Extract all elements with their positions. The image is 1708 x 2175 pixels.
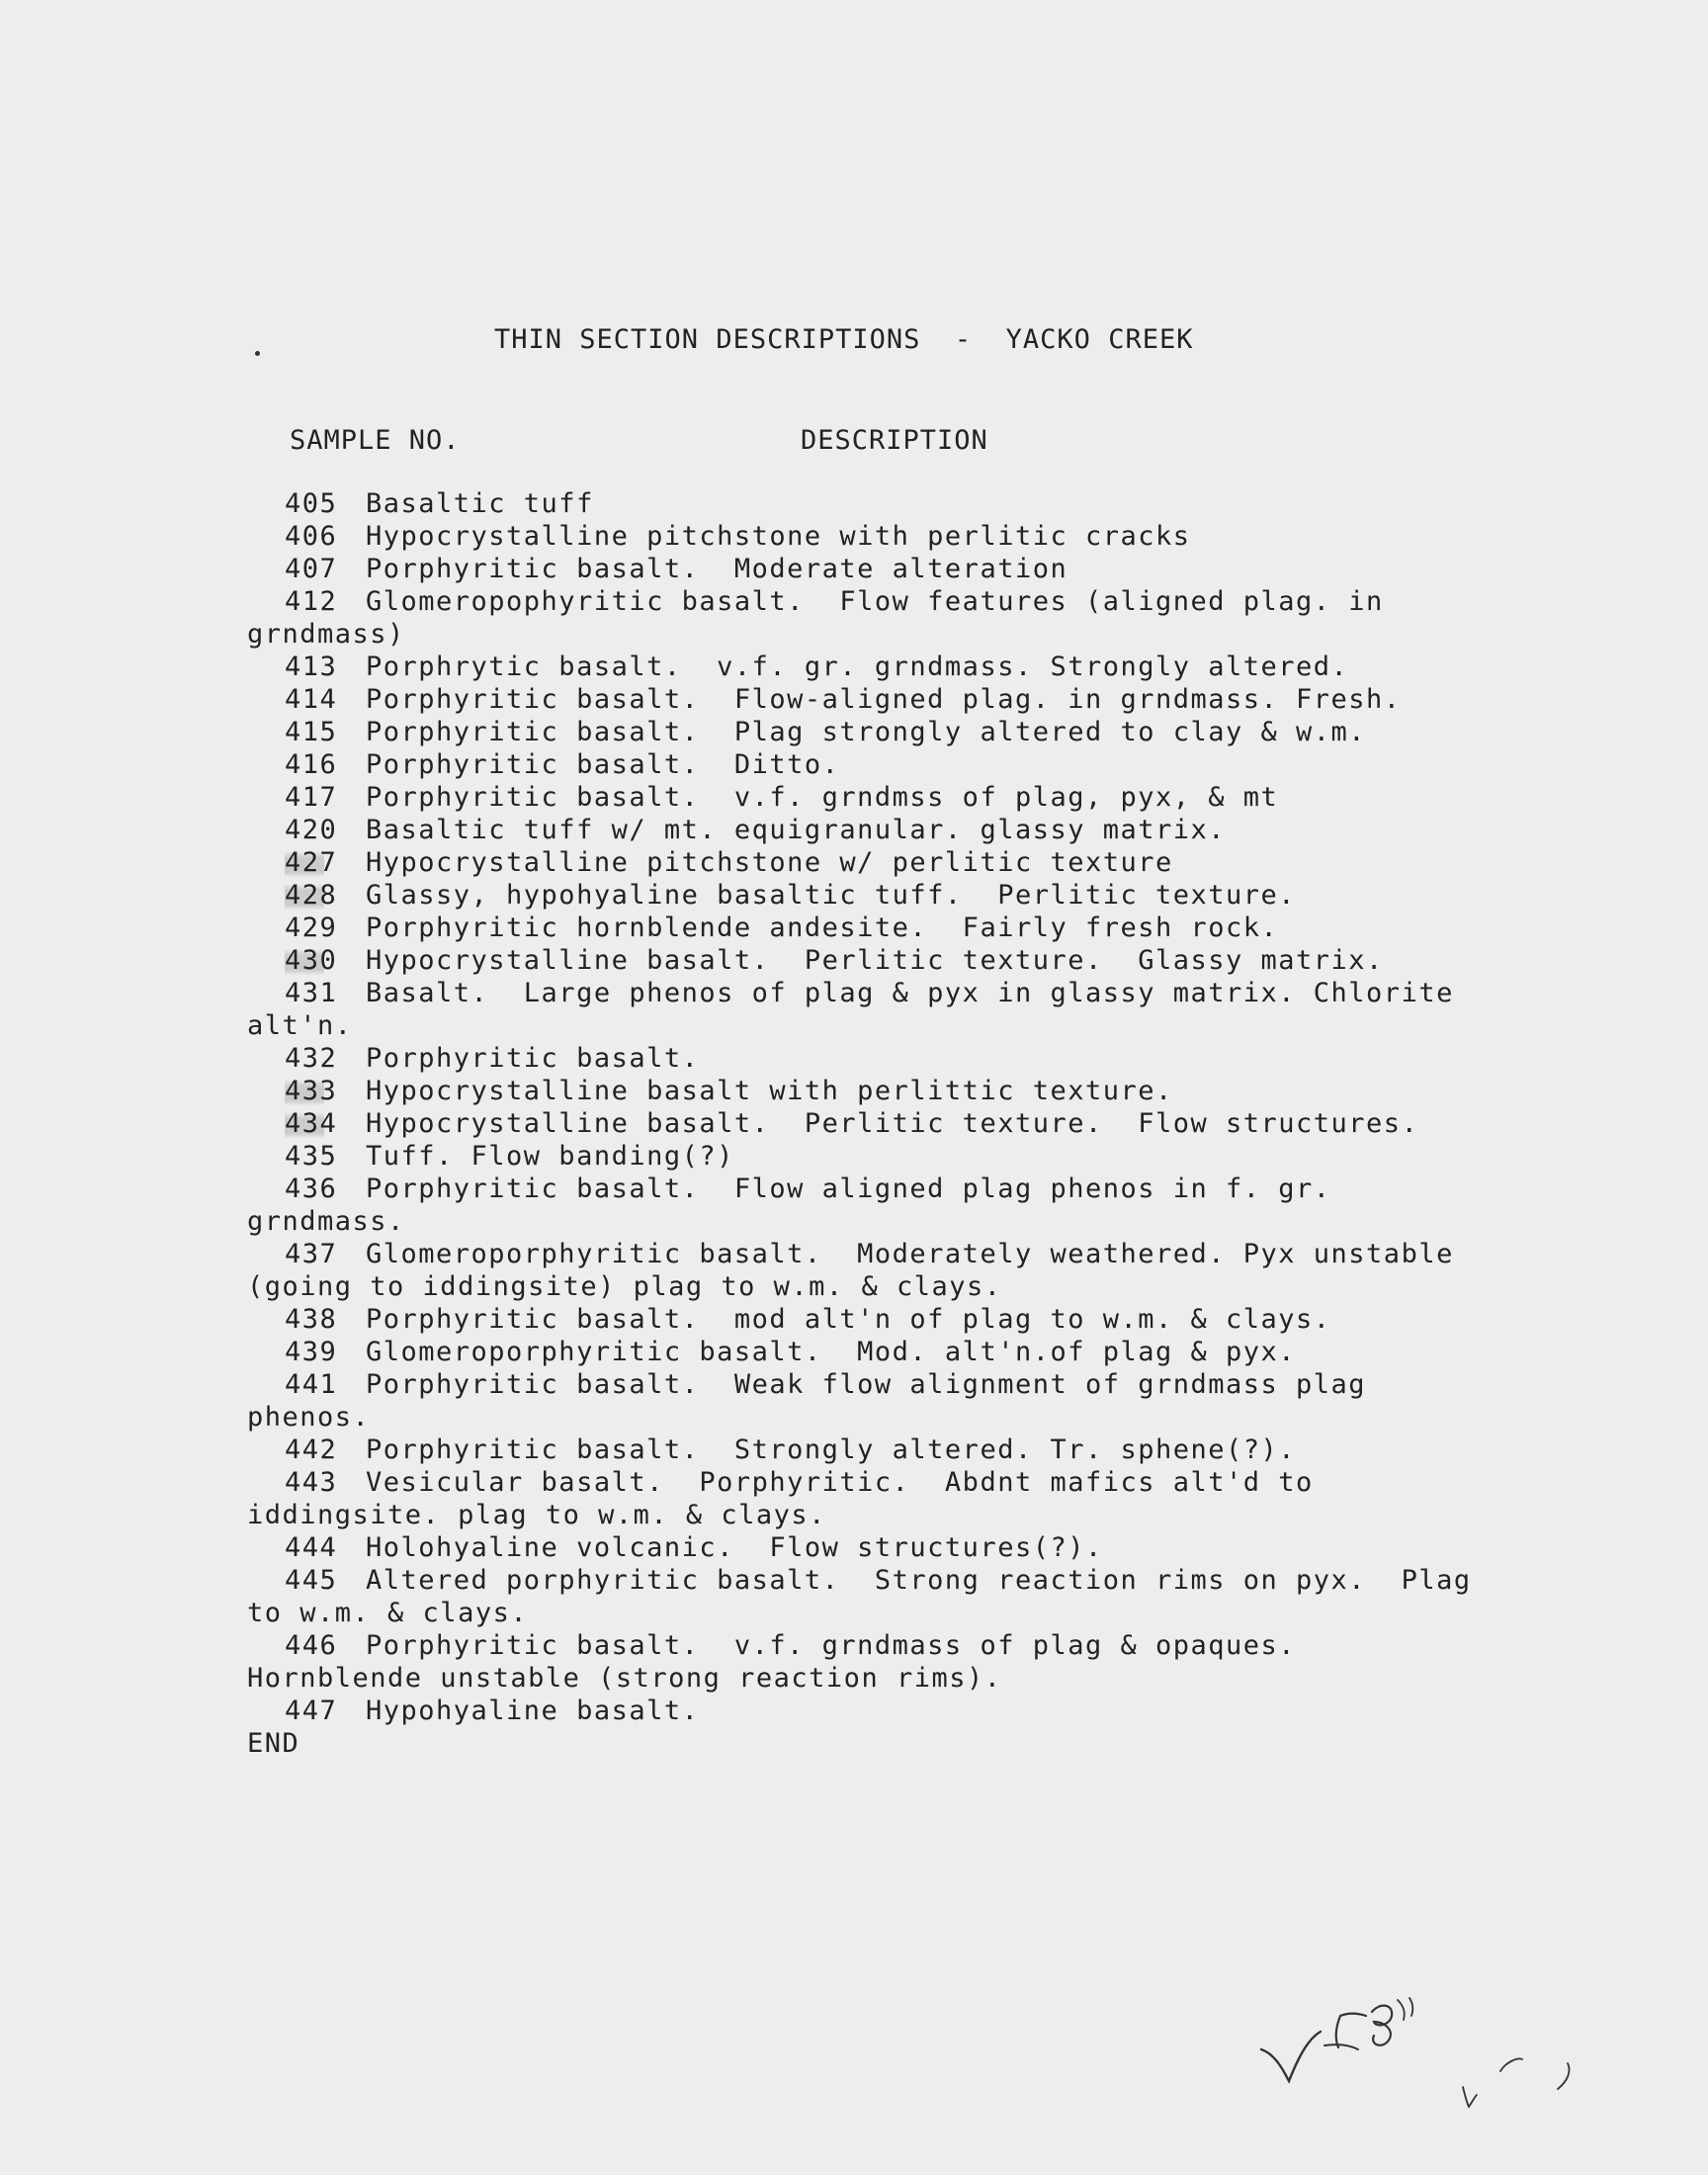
sample-entry xyxy=(247,1075,1483,1107)
sample-number: 406 xyxy=(285,521,338,552)
entry-first-line xyxy=(247,1434,1483,1466)
sample-description: Porphrytic basalt. v.f. gr. grndmass. Strongly altered. xyxy=(366,652,1349,682)
entry-first-line xyxy=(247,1303,1483,1336)
sample-number: 417 xyxy=(285,782,338,813)
sample-description: Porphyritic basalt. Weak flow alignment of grndmass plag xyxy=(366,1369,1367,1400)
sample-number: 405 xyxy=(285,488,338,519)
page-title: THIN SECTION DESCRIPTIONS - YACKO CREEK xyxy=(494,324,1194,355)
sample-description: Porphyritic basalt. xyxy=(366,1043,700,1074)
sample-number: 431 xyxy=(285,978,338,1008)
sample-description: Hypohyaline basalt. xyxy=(366,1696,700,1726)
sample-list xyxy=(247,487,1483,1760)
sample-number: 430 xyxy=(285,945,338,976)
sample-entry xyxy=(247,1238,1483,1303)
entry-first-line xyxy=(247,1695,1483,1727)
entry-first-line xyxy=(247,1042,1483,1075)
entry-first-line xyxy=(247,520,1483,553)
sample-description: Hypocrystalline basalt. Perlitic texture. Flow structures. xyxy=(366,1108,1419,1139)
sample-number: 437 xyxy=(285,1239,338,1269)
sample-entry xyxy=(247,651,1483,683)
sample-entry xyxy=(247,814,1483,846)
entry-first-line xyxy=(247,1173,1483,1205)
sample-number: 445 xyxy=(285,1565,338,1596)
sample-description: Porphyritic basalt. mod alt'n of plag to w.m. & clays. xyxy=(366,1304,1331,1335)
entry-first-line xyxy=(247,716,1483,748)
sample-entry xyxy=(247,781,1483,814)
sample-entry xyxy=(247,1107,1483,1140)
entry-first-line xyxy=(247,748,1483,781)
entry-first-line xyxy=(247,1564,1483,1597)
sample-description: Porphyritic basalt. Flow-aligned plag. in grndmass. Fresh. xyxy=(366,684,1402,715)
sample-entry xyxy=(247,716,1483,748)
entry-first-line xyxy=(247,683,1483,716)
sample-description-continued: iddingsite. plag to w.m. & clays. xyxy=(247,1500,826,1530)
sample-description: Porphyritic basalt. Strongly altered. Tr. sphene(?). xyxy=(366,1435,1297,1465)
sample-entry xyxy=(247,1629,1483,1695)
sample-description: Basaltic tuff w/ mt. equigranular. glassy matrix. xyxy=(366,815,1227,845)
entry-first-line xyxy=(247,814,1483,846)
sample-entry xyxy=(247,487,1483,520)
entry-first-line xyxy=(247,781,1483,814)
sample-number: 435 xyxy=(285,1141,338,1172)
sample-description-continued: grndmass) xyxy=(247,619,405,650)
sample-entry xyxy=(247,520,1483,553)
sample-description: Glomeropophyritic basalt. Flow features (aligned plag. in xyxy=(366,586,1384,617)
sample-entry xyxy=(247,912,1483,944)
sample-number: 446 xyxy=(285,1630,338,1661)
sample-entry xyxy=(247,1368,1483,1434)
sample-description-continued: Hornblende unstable (strong reaction rims). xyxy=(247,1663,1002,1694)
sample-entry xyxy=(247,1466,1483,1531)
entry-first-line xyxy=(247,1466,1483,1499)
sample-entry xyxy=(247,748,1483,781)
sample-description: Vesicular basalt. Porphyritic. Abdnt mafics alt'd to xyxy=(366,1467,1314,1498)
entry-first-line xyxy=(247,846,1483,879)
entry-first-line xyxy=(247,651,1483,683)
sample-description-continued: (going to iddingsite) plag to w.m. & clays. xyxy=(247,1271,1002,1302)
sample-description-continued: alt'n. xyxy=(247,1010,353,1041)
entry-first-line xyxy=(247,1629,1483,1662)
sample-number: 432 xyxy=(285,1043,338,1074)
entry-first-line xyxy=(247,1368,1483,1401)
sample-number: 433 xyxy=(285,1076,338,1106)
sample-description: Hypocrystalline pitchstone w/ perlitic texture xyxy=(366,847,1173,878)
sample-description: Porphyritic hornblende andesite. Fairly fresh rock. xyxy=(366,913,1279,943)
sample-entry xyxy=(247,1336,1483,1368)
sample-entry xyxy=(247,1173,1483,1238)
entry-first-line xyxy=(247,1107,1483,1140)
sample-number: 412 xyxy=(285,586,338,617)
sample-description: Basalt. Large phenos of plag & pyx in glassy matrix. Chlorite xyxy=(366,978,1454,1008)
sample-number: 414 xyxy=(285,684,338,715)
sample-entry xyxy=(247,977,1483,1042)
sample-description: Altered porphyritic basalt. Strong reaction rims on pyx. Plag xyxy=(366,1565,1472,1596)
sample-description: Hypocrystalline basalt. Perlitic texture. Glassy matrix. xyxy=(366,945,1384,976)
sample-entry xyxy=(247,1434,1483,1466)
sample-description: Glomeroporphyritic basalt. Moderately weathered. Pyx unstable xyxy=(366,1239,1454,1269)
sample-number: 434 xyxy=(285,1108,338,1139)
sample-number: 413 xyxy=(285,652,338,682)
entry-first-line xyxy=(247,1336,1483,1368)
sample-entry xyxy=(247,1564,1483,1629)
sample-number: 429 xyxy=(285,913,338,943)
sample-number: 441 xyxy=(285,1369,338,1400)
entry-first-line xyxy=(247,1075,1483,1107)
sample-entry xyxy=(247,1042,1483,1075)
sample-entry xyxy=(247,683,1483,716)
sample-description-continued: grndmass. xyxy=(247,1206,405,1237)
sample-entry xyxy=(247,879,1483,912)
entry-first-line xyxy=(247,1238,1483,1270)
entry-first-line xyxy=(247,879,1483,912)
sample-number: 420 xyxy=(285,815,338,845)
sample-description: Porphyritic basalt. Plag strongly altered to clay & w.m. xyxy=(366,717,1367,747)
sample-number: 428 xyxy=(285,880,338,911)
sample-number: 427 xyxy=(285,847,338,878)
sample-description-continued: phenos. xyxy=(247,1402,371,1433)
entry-first-line xyxy=(247,585,1483,618)
handwritten-initials xyxy=(1255,1992,1591,2111)
entry-first-line xyxy=(247,1531,1483,1564)
sample-number: 436 xyxy=(285,1174,338,1204)
sample-description: Holohyaline volcanic. Flow structures(?). xyxy=(366,1532,1103,1563)
sample-number: 439 xyxy=(285,1337,338,1367)
sample-number: 438 xyxy=(285,1304,338,1335)
sample-number: 407 xyxy=(285,554,338,584)
sample-description: Porphyritic basalt. Ditto. xyxy=(366,749,840,780)
end-marker: END xyxy=(247,1728,300,1759)
entry-first-line xyxy=(247,944,1483,977)
sample-description: Tuff. Flow banding(?) xyxy=(366,1141,734,1172)
sample-description: Glomeroporphyritic basalt. Mod. alt'n.of plag & pyx. xyxy=(366,1337,1297,1367)
sample-entry xyxy=(247,553,1483,585)
entry-first-line xyxy=(247,487,1483,520)
sample-description: Porphyritic basalt. Flow aligned plag phenos in f. gr. xyxy=(366,1174,1331,1204)
sample-entry xyxy=(247,1303,1483,1336)
sample-no-header: SAMPLE NO. xyxy=(290,425,461,456)
sample-description-continued: to w.m. & clays. xyxy=(247,1598,529,1628)
entry-first-line xyxy=(247,977,1483,1009)
sample-entry xyxy=(247,944,1483,977)
sample-number: 443 xyxy=(285,1467,338,1498)
sample-description: Basaltic tuff xyxy=(366,488,594,519)
stray-mark xyxy=(255,351,260,356)
sample-number: 444 xyxy=(285,1532,338,1563)
sample-entry xyxy=(247,1695,1483,1727)
sample-entry xyxy=(247,585,1483,651)
entry-first-line xyxy=(247,912,1483,944)
sample-description: Hypocrystalline basalt with perlittic texture. xyxy=(366,1076,1173,1106)
sample-description: Glassy, hypohyaline basaltic tuff. Perlitic texture. xyxy=(366,880,1297,911)
sample-description: Porphyritic basalt. v.f. grndmss of plag, pyx, & mt xyxy=(366,782,1279,813)
sample-description: Porphyritic basalt. v.f. grndmass of plag & opaques. xyxy=(366,1630,1297,1661)
description-header: DESCRIPTION xyxy=(801,425,988,456)
sample-entry xyxy=(247,1531,1483,1564)
entry-first-line xyxy=(247,1140,1483,1173)
sample-number: 442 xyxy=(285,1435,338,1465)
sample-number: 416 xyxy=(285,749,338,780)
sample-number: 447 xyxy=(285,1696,338,1726)
entry-first-line xyxy=(247,553,1483,585)
sample-entry xyxy=(247,1140,1483,1173)
sample-description: Hypocrystalline pitchstone with perlitic cracks xyxy=(366,521,1191,552)
sample-description: Porphyritic basalt. Moderate alteration xyxy=(366,554,1068,584)
sample-entry xyxy=(247,846,1483,879)
sample-number: 415 xyxy=(285,717,338,747)
